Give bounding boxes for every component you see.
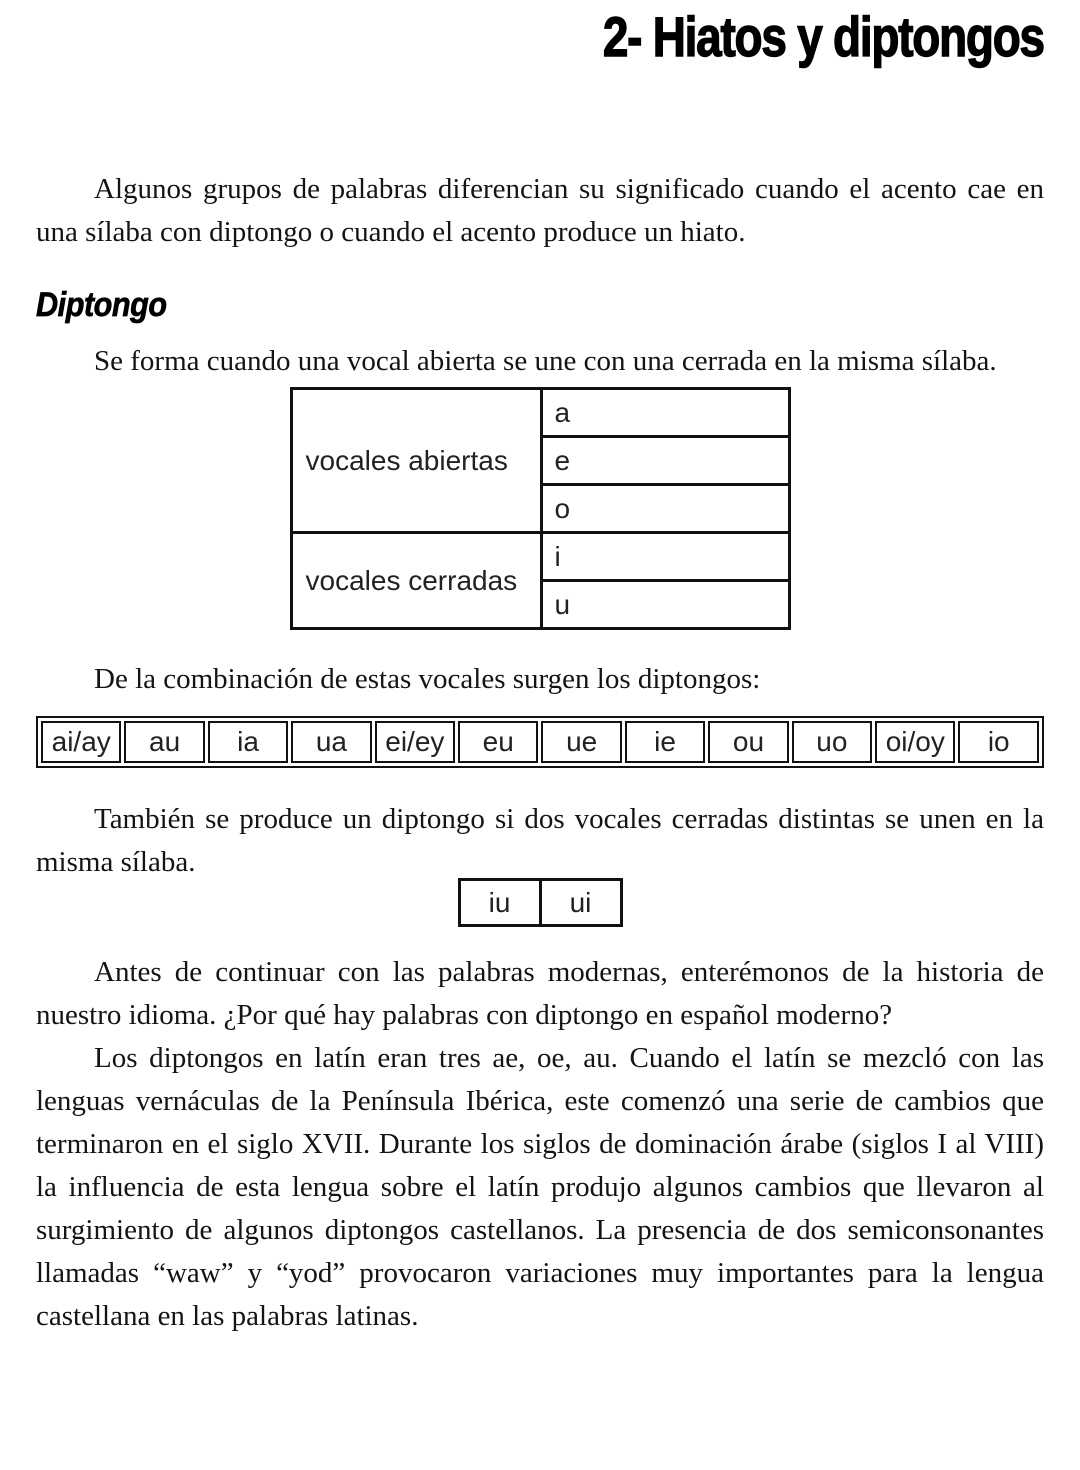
closed-pair-table [458, 878, 623, 927]
pair-cell-ui: ui [540, 880, 621, 926]
open-vowels-label-cell: vocales abiertas [291, 389, 541, 533]
diphthongs-table [36, 716, 1044, 768]
intro-paragraph: Algunos grupos de palabras diferencian su significado cuando el acento cae en una sílaba con diptongo o cuando el acento produce un hiato. [36, 173, 1044, 248]
page-header [36, 6, 1044, 68]
diphthong-cell: ei/ey [375, 721, 455, 763]
history-paragraph-1: Antes de continuar con las palabras modernas, enterémonos de la historia de nuestro idioma. ¿Por qué hay palabras con diptongo en español moderno? [36, 956, 1044, 1031]
history-paragraph-2: Los diptongos en latín eran tres ae, oe, au. Cuando el latín se mezcló con las lenguas vernáculas de la Península Ibérica, este comenzó una serie de cambios que terminaron en el siglo XVII. Durante los siglos de dominación árabe (siglos I al VIII) la influencia de esta lengua sobre el latín produjo algunos cambios que llevaron al surgimiento de algunos diptongos castellanos. La presencia de dos semiconsonantes llamadas “waw” y “yod” provocaron variaciones muy importantes para la lengua castellana en las palabras latinas. [36, 1042, 1044, 1332]
combination-lead-paragraph: De la combinación de estas vocales surgen los diptongos: [94, 663, 761, 695]
table-row [41, 721, 1039, 763]
diphthong-cell: ua [291, 721, 371, 763]
diphthong-cell: io [958, 721, 1039, 763]
diphthong-cell: ou [708, 721, 788, 763]
diphthong-cell: au [124, 721, 204, 763]
closed-vowel-cell-i: i [541, 533, 789, 581]
table-row [459, 880, 621, 926]
diphthong-cell: ia [208, 721, 288, 763]
diphthong-cell: ie [625, 721, 705, 763]
diphthong-cell: ai/ay [41, 721, 121, 763]
open-vowel-cell-o: o [541, 485, 789, 533]
diphthong-cell: uo [792, 721, 872, 763]
diphthong-cell: eu [458, 721, 538, 763]
diphthong-cell: ue [541, 721, 621, 763]
pair-cell-iu: iu [459, 880, 540, 926]
section-heading-row [36, 287, 1044, 324]
closed-vowel-cell-u: u [541, 581, 789, 629]
diphthong-cell: oi/oy [875, 721, 955, 763]
open-vowel-cell-e: e [541, 437, 789, 485]
vowel-classification-table [290, 387, 791, 630]
open-vowel-cell-a: a [541, 389, 789, 437]
table-row [291, 389, 789, 437]
closed-vowels-label-cell: vocales cerradas [291, 533, 541, 629]
table-row [291, 533, 789, 581]
diptongo-heading: Diptongo [36, 286, 167, 324]
closed-pair-paragraph: También se produce un diptongo si dos vocales cerradas distintas se unen en la misma sílaba. [36, 803, 1044, 878]
diptongo-definition-paragraph: Se forma cuando una vocal abierta se une con una cerrada en la misma sílaba. [94, 345, 997, 377]
page-title: 2- Hiatos y diptongos [602, 5, 1044, 68]
